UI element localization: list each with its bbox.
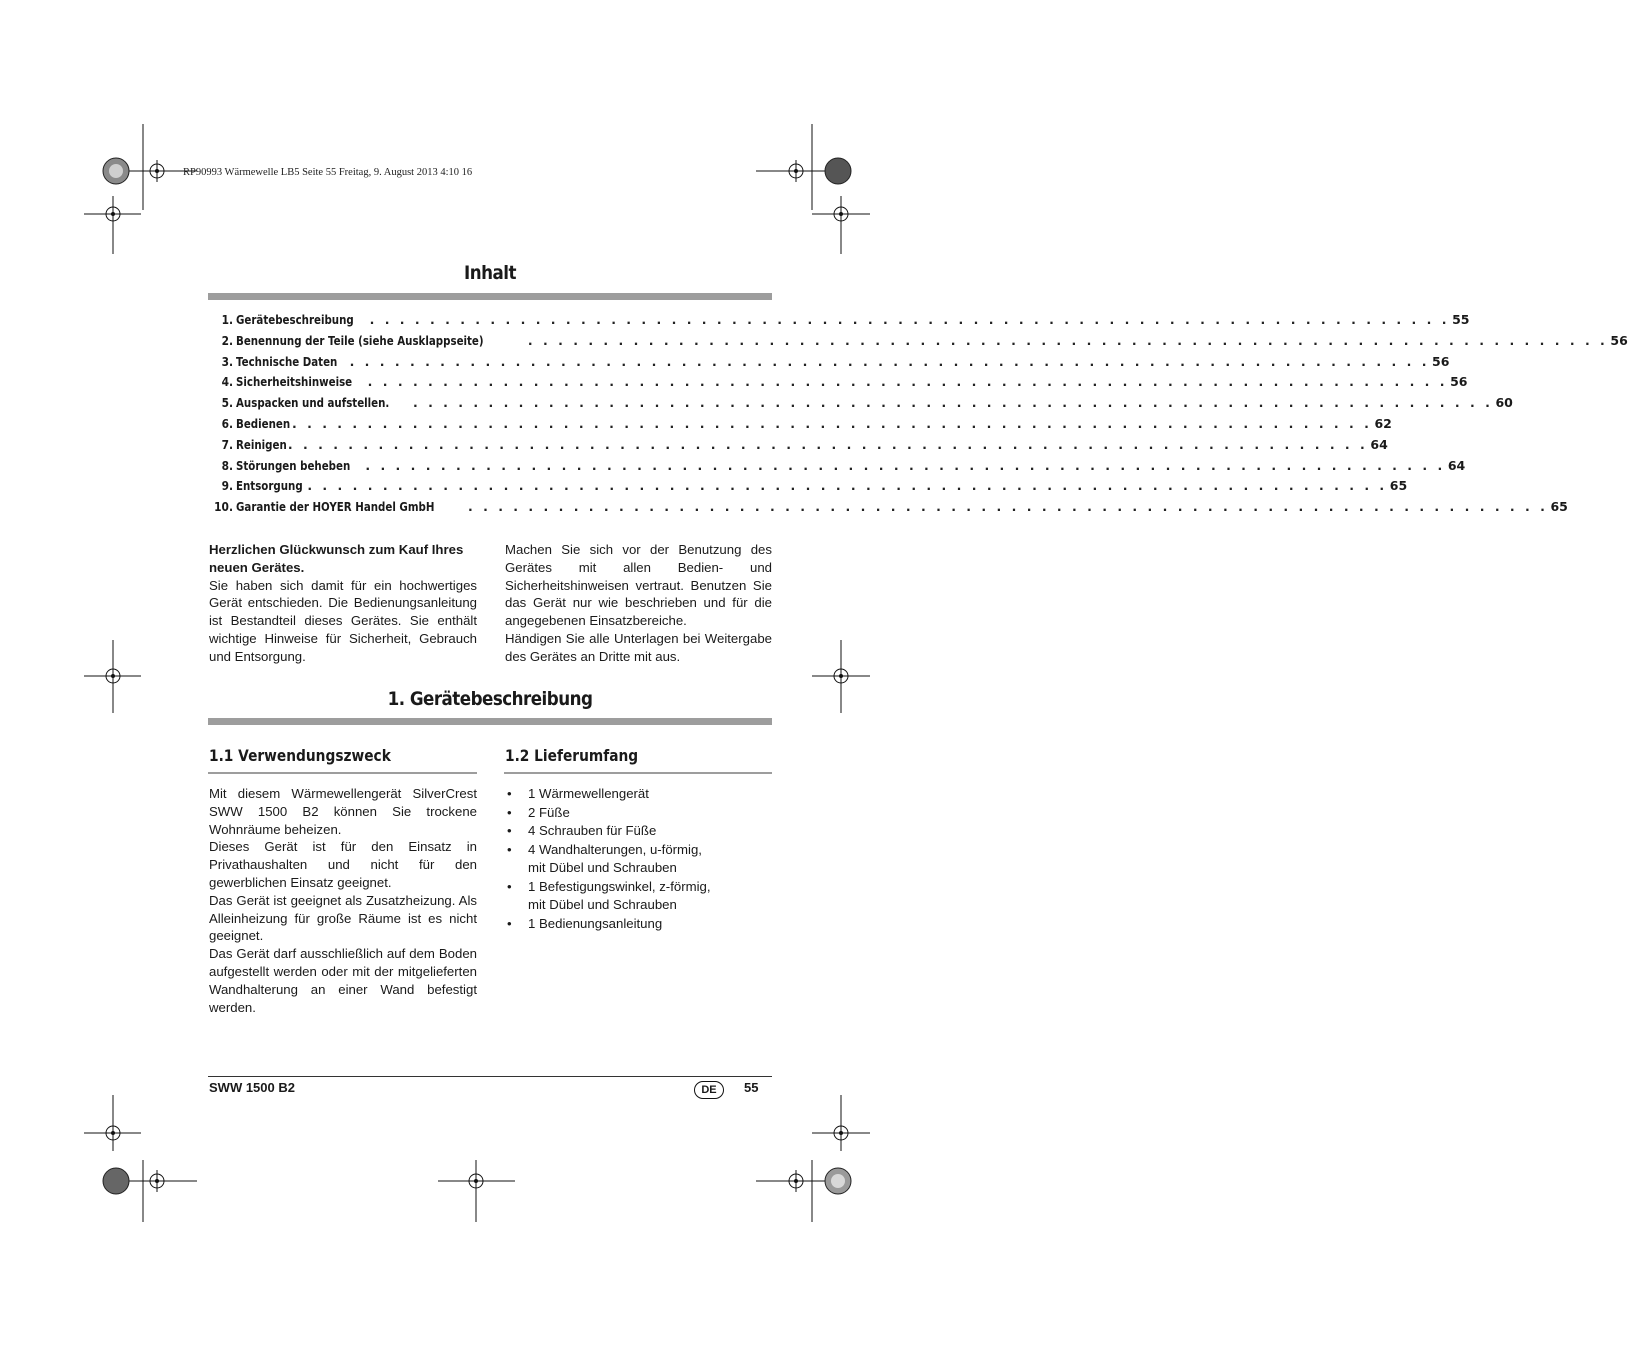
toc-title: Inhalt bbox=[464, 262, 516, 284]
subsection-title-delivery: 1.2 Lieferumfang bbox=[505, 746, 639, 765]
toc-entry-page: 62 bbox=[1374, 415, 1392, 431]
intro-heading: Herzlichen Glückwunsch zum Kauf Ihres neuen Gerätes. bbox=[209, 542, 464, 575]
toc-entry-title: Auspacken und aufstellen. bbox=[236, 395, 390, 411]
list-item: • 4 Schrauben für Füße bbox=[505, 822, 772, 841]
toc-entry-number: 3. bbox=[221, 353, 233, 369]
toc-leader-dots: . . . . . . . . . . . . . . . . . . . . . . . . . . . . . . . . . . . . . . . . . . . . . . . . . . . . . . . . . . . . . . . . . . . . . . . . bbox=[365, 457, 1446, 473]
toc-entry-title: Gerätebeschreibung bbox=[236, 312, 354, 327]
toc-entry[interactable] bbox=[208, 312, 1470, 333]
toc-entry[interactable] bbox=[208, 395, 1513, 416]
toc-entry-number: 4. bbox=[221, 374, 233, 390]
section-title: 1. Gerätebeschreibung bbox=[387, 688, 593, 710]
list-item: • 2 Füße bbox=[505, 804, 772, 823]
page-number: 55 bbox=[744, 1080, 759, 1095]
toc-leader-dots: . . . . . . . . . . . . . . . . . . . . . . . . . . . . . . . . . . . . . . . . . . . . . . . . . . . . . . . . . . . . . . . . . . . . . . . . bbox=[287, 436, 1368, 452]
toc-entry-title: Benennung der Teile (siehe Ausklappseite) bbox=[236, 332, 484, 348]
intro-right-paragraph-1: Machen Sie sich vor der Benutzung des Gerätes mit allen Bedien- und Sicherheitshinweisen vertraut. Benutzen Sie das Gerät nur wie beschrieben und für die angegebenen Einsatzbereiche. bbox=[505, 542, 772, 629]
intro-right-column bbox=[505, 541, 772, 666]
purpose-paragraph-1: Mit diesem Wärmewellengerät SilverCrest SWW 1500 B2 können Sie trockene Wohnräume beheizen. bbox=[209, 786, 477, 837]
toc-entry-number: 9. bbox=[221, 478, 233, 494]
bullet-icon: • bbox=[507, 841, 512, 857]
toc-entry-title: Garantie der HOYER Handel GmbH bbox=[236, 499, 435, 515]
toc-entry-number: 6. bbox=[221, 415, 233, 431]
delivery-list bbox=[505, 785, 772, 933]
toc-entry-page: 56 bbox=[1450, 374, 1468, 390]
toc-entry-page: 56 bbox=[1432, 353, 1450, 369]
toc-leader-dots: . . . . . . . . . . . . . . . . . . . . . . . . . . . . . . . . . . . . . . . . . . . . . . . . . . . . . . . . . . . . . . . . . . . . . . . . bbox=[527, 332, 1608, 348]
toc-entry-title: Technische Daten bbox=[236, 353, 338, 369]
toc-entry[interactable] bbox=[208, 332, 1628, 354]
toc-leader-dots: . . . . . . . . . . . . . . . . . . . . . . . . . . . . . . . . . . . . . . . . . . . . . . . . . . . . . . . . . . . . . . . . . . . . . . . . bbox=[349, 353, 1430, 369]
intro-right-paragraph-2: Händigen Sie alle Unterlagen bei Weitergabe des Gerätes an Dritte mit aus. bbox=[505, 630, 772, 664]
toc-leader-dots: . . . . . . . . . . . . . . . . . . . . . . . . . . . . . . . . . . . . . . . . . . . . . . . . . . . . . . . . . . . . . . . . . . . . . . . . bbox=[468, 499, 1548, 515]
bullet-icon: • bbox=[507, 915, 512, 931]
toc-title-bar bbox=[208, 293, 772, 300]
toc-entry[interactable] bbox=[208, 353, 1450, 375]
toc-entry[interactable] bbox=[208, 374, 1468, 395]
toc-entry-page: 65 bbox=[1550, 499, 1568, 515]
intro-left-text: Sie haben sich damit für ein hochwertiges Gerät entschieden. Die Bedienungsanleitung ist Bestandteil dieses Gerätes. Sie enthält wichtige Hinweise für Sicherheit, Gebrauch und Entsorgung. bbox=[209, 577, 477, 664]
toc-entry[interactable] bbox=[208, 499, 1568, 520]
table-of-contents bbox=[208, 312, 1628, 520]
language-badge: DE bbox=[694, 1081, 724, 1099]
bullet-icon: • bbox=[507, 823, 512, 838]
toc-entry-page: 64 bbox=[1447, 457, 1466, 473]
toc-entry-page: 64 bbox=[1370, 436, 1388, 452]
section-title-bar bbox=[208, 718, 772, 725]
toc-entry-page: 56 bbox=[1610, 332, 1628, 348]
footer-rule bbox=[208, 1076, 772, 1077]
toc-leader-dots: . . . . . . . . . . . . . . . . . . . . . . . . . . . . . . . . . . . . . . . . . . . . . . . . . . . . . . . . . . . . . . . . . . . . . . . . bbox=[367, 374, 1448, 390]
footer-model: SWW 1500 B2 bbox=[209, 1080, 295, 1095]
toc-entry[interactable] bbox=[208, 415, 1392, 437]
toc-entry-number: 1. bbox=[221, 312, 233, 327]
toc-entry-page: 60 bbox=[1495, 395, 1513, 411]
toc-entry-title: Störungen beheben bbox=[236, 457, 351, 473]
intro-left-column bbox=[209, 541, 477, 666]
bullet-icon: • bbox=[507, 878, 512, 894]
toc-entry-number: 7. bbox=[221, 436, 233, 452]
toc-entry-page: 55 bbox=[1452, 312, 1470, 327]
toc-leader-dots: . . . . . . . . . . . . . . . . . . . . . . . . . . . . . . . . . . . . . . . . . . . . . . . . . . . . . . . . . . . . . . . . . . . . . . . . bbox=[292, 415, 1372, 431]
toc-entry-number: 10. bbox=[214, 499, 233, 515]
list-item: • 1 Wärmewellengerät bbox=[505, 785, 772, 804]
purpose-paragraph-4: Das Gerät darf ausschließlich auf dem Boden aufgestellt werden oder mit der mitgelieferten Wandhalterung an einer Wand befestigt werden. bbox=[209, 946, 477, 1015]
toc-entry[interactable] bbox=[208, 457, 1466, 479]
toc-leader-dots: . . . . . . . . . . . . . . . . . . . . . . . . . . . . . . . . . . . . . . . . . . . . . . . . . . . . . . . . . . . . . . . . . . . . . . . . bbox=[369, 312, 1450, 327]
toc-leader-dots: . . . . . . . . . . . . . . . . . . . . . . . . . . . . . . . . . . . . . . . . . . . . . . . . . . . . . . . . . . . . . . . . . . . . . . . . bbox=[412, 395, 1493, 411]
toc-leader-dots: . . . . . . . . . . . . . . . . . . . . . . . . . . . . . . . . . . . . . . . . . . . . . . . . . . . . . . . . . . . . . . . . . . . . . . . . bbox=[307, 478, 1388, 494]
purpose-paragraph-2: Dieses Gerät ist für den Einsatz in Privathaushalten und nicht für den gewerblichen Einsatz geeignet. bbox=[209, 839, 477, 890]
subsection-rule bbox=[504, 772, 772, 774]
toc-entry-title: Bedienen bbox=[236, 415, 291, 431]
purpose-paragraph-3: Das Gerät ist geeignet als Zusatzheizung. Als Alleinheizung für große Räume ist es nicht geeignet. bbox=[209, 892, 477, 944]
toc-entry[interactable] bbox=[208, 478, 1408, 499]
print-slug: RP90993 Wärmewelle LB5 Seite 55 Freitag, 9. August 2013 4:10 16 bbox=[183, 167, 473, 178]
subsection-rule bbox=[208, 772, 477, 774]
toc-entry[interactable] bbox=[208, 436, 1388, 458]
list-item: • 1 Bedienungsanleitung bbox=[505, 915, 772, 934]
toc-entry-title: Sicherheitshinweise bbox=[236, 374, 353, 390]
bullet-icon: • bbox=[507, 804, 512, 820]
list-item: • 1 Befestigungswinkel, z-förmig, mit Dübel und Schrauben bbox=[507, 878, 711, 912]
toc-entry-title: Entsorgung bbox=[236, 478, 303, 494]
purpose-text bbox=[209, 785, 477, 1016]
toc-entry-number: 8. bbox=[221, 457, 233, 473]
list-item: • 4 Wandhalterungen, u-förmig, mit Dübel und Schrauben bbox=[507, 841, 702, 875]
toc-entry-title: Reinigen bbox=[236, 436, 287, 452]
toc-entry-page: 65 bbox=[1389, 478, 1408, 494]
subsection-title-purpose: 1.1 Verwendungszweck bbox=[209, 746, 391, 765]
bullet-icon: • bbox=[507, 786, 512, 801]
toc-entry-number: 5. bbox=[221, 395, 233, 411]
toc-entry-number: 2. bbox=[221, 332, 233, 348]
